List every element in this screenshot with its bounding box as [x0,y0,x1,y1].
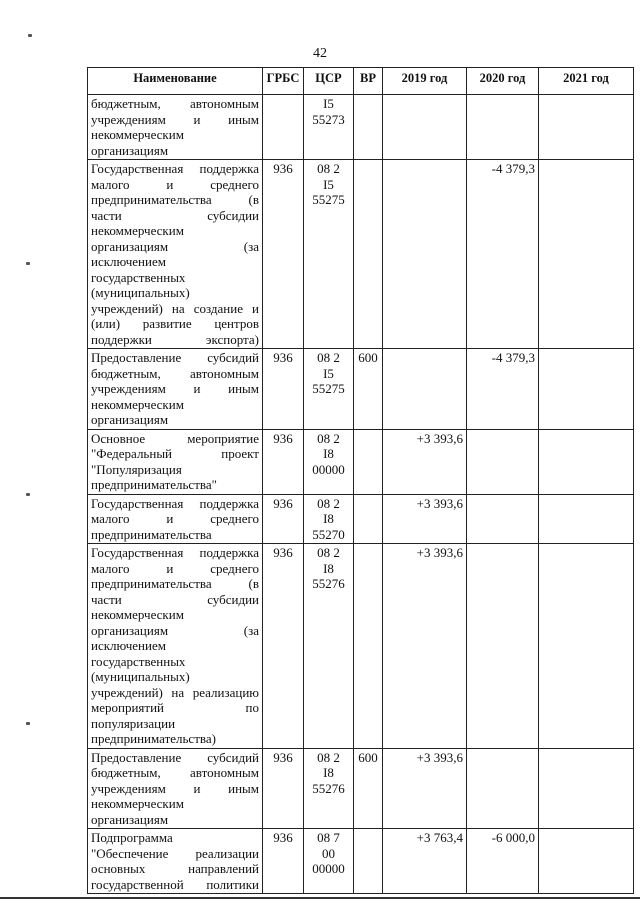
budget-table [87,67,634,894]
table-row [88,160,634,349]
row-name-line: предпринимательства (в [91,576,259,591]
row-name-line: бюджетным, автономным [91,365,259,381]
row-name-line: Государственная поддержка [91,545,259,560]
row-name-line: "Обеспечение реализации [91,845,259,861]
header-grbs: ГРБС [263,68,304,95]
row-name-line: некоммерческим [91,127,184,142]
row-name-line: (муниципальных) [91,669,190,684]
header-row [88,68,634,95]
row-2019 [383,160,467,349]
row-2021 [539,349,634,430]
scan-bottom-edge [0,897,640,899]
row-name-line: (или) развитие центров [91,316,259,331]
row-name-line: Основное мероприятие [91,430,259,446]
table-row [88,429,634,494]
row-name-line: учреждений) на создание и [91,300,259,316]
row-csr: 08 2 I8 55276 [304,544,354,749]
row-name-line: организациям (за [91,622,259,638]
row-name-line: учреждений) на реализацию [91,684,259,700]
row-name-line: исключением [91,254,166,269]
row-name-line: поддержки экспорта) [91,331,259,347]
row-vr [354,494,383,544]
row-vr: 600 [354,349,383,430]
row-2020 [467,494,539,544]
row-name-line: некоммерческим [91,223,184,238]
row-name-line: предпринимательства) [91,731,216,746]
row-name-line: государственных [91,653,186,669]
row-name-line: предпринимательства (в [91,192,259,207]
row-vr: 600 [354,748,383,829]
row-vr [354,429,383,494]
row-grbs: 936 [263,544,304,749]
row-csr: 08 7 00 00000 [304,829,354,894]
row-2019: +3 393,6 [383,429,467,494]
row-name-line: некоммерческим [91,607,184,622]
row-grbs: 936 [263,429,304,494]
row-name-line: части субсидии [91,591,259,607]
row-name-line: бюджетным, автономным [91,96,259,111]
header-vr: ВР [354,68,383,95]
row-name-line: основных направлений [91,861,259,876]
row-name-line: организациям [91,412,169,427]
row-2020 [467,429,539,494]
row-grbs: 936 [263,829,304,894]
row-2021 [539,429,634,494]
row-name [88,429,263,494]
row-csr: 08 2 I8 00000 [304,429,354,494]
row-name-line: учреждениям и иным [91,381,259,396]
row-name-line: учреждениям и иным [91,111,259,127]
row-name-line: популяризации [91,715,176,731]
row-2020 [467,748,539,829]
row-name-line: части субсидии [91,207,259,223]
row-2020 [467,544,539,749]
row-csr: 08 2 I5 55275 [304,349,354,430]
row-name [88,748,263,829]
row-name [88,544,263,749]
row-name-line: некоммерческим [91,796,184,811]
row-name [88,95,263,160]
row-name-line: Государственная поддержка [91,161,259,176]
row-vr [354,829,383,894]
row-2019: +3 393,6 [383,748,467,829]
row-name-line: учреждениям и иным [91,780,259,796]
row-2019 [383,95,467,160]
row-name-line: малого и среднего [91,560,259,576]
table-row [88,829,634,894]
row-name-line: Подпрограмма [91,830,173,845]
table-row [88,95,634,160]
row-name [88,349,263,430]
row-name-line: бюджетным, автономным [91,765,259,780]
row-name-line: предпринимательства [91,526,212,542]
scan-mark [26,493,30,496]
row-vr [354,544,383,749]
scan-mark [26,722,30,725]
row-grbs: 936 [263,494,304,544]
header-name: Наименование [88,68,263,95]
row-2019: +3 763,4 [383,829,467,894]
header-2019: 2019 год [383,68,467,95]
row-name-line: Предоставление субсидий [91,749,259,765]
row-2021 [539,160,634,349]
header-2021: 2021 год [539,68,634,95]
row-2020: -6 000,0 [467,829,539,894]
row-csr: 08 2 I5 55275 [304,160,354,349]
row-2021 [539,95,634,160]
page-number: 42 [313,46,327,61]
row-name-line: мероприятий по [91,700,259,715]
row-name-line: исключением [91,638,166,653]
scan-mark [28,34,32,37]
row-2021 [539,748,634,829]
row-name-line: Предоставление субсидий [91,350,259,365]
row-vr [354,160,383,349]
row-vr [354,95,383,160]
table-row [88,544,634,749]
table-row [88,748,634,829]
row-2019: +3 393,6 [383,494,467,544]
row-name [88,494,263,544]
row-grbs: 936 [263,349,304,430]
row-2020: -4 379,3 [467,349,539,430]
row-csr: I5 55273 [304,95,354,160]
row-2019: +3 393,6 [383,544,467,749]
row-name-line: Государственная поддержка [91,495,259,511]
row-csr: 08 2 I8 55270 [304,494,354,544]
row-2021 [539,544,634,749]
row-name [88,829,263,894]
row-name-line: некоммерческим [91,396,184,412]
row-name-line: организациям (за [91,238,259,254]
row-name-line: "Популяризация [91,461,182,477]
row-grbs [263,95,304,160]
row-name-line: предпринимательства" [91,477,217,492]
row-csr: 08 2 I8 55276 [304,748,354,829]
scan-mark [26,262,30,265]
row-2021 [539,494,634,544]
row-2020: -4 379,3 [467,160,539,349]
row-name-line: организациям [91,142,169,158]
row-name-line: государственной политики [91,876,259,892]
header-csr: ЦСР [304,68,354,95]
header-2020: 2020 год [467,68,539,95]
row-grbs: 936 [263,160,304,349]
row-2019 [383,349,467,430]
table-row [88,349,634,430]
row-name-line: малого и среднего [91,511,259,526]
row-name-line: (муниципальных) [91,285,190,300]
row-name-line: малого и среднего [91,176,259,192]
row-name-line: государственных [91,269,186,285]
table-row [88,494,634,544]
row-2021 [539,829,634,894]
row-name-line: организациям [91,811,169,827]
row-name [88,160,263,349]
row-name-line: "Федеральный проект [91,446,259,461]
row-grbs: 936 [263,748,304,829]
row-2020 [467,95,539,160]
